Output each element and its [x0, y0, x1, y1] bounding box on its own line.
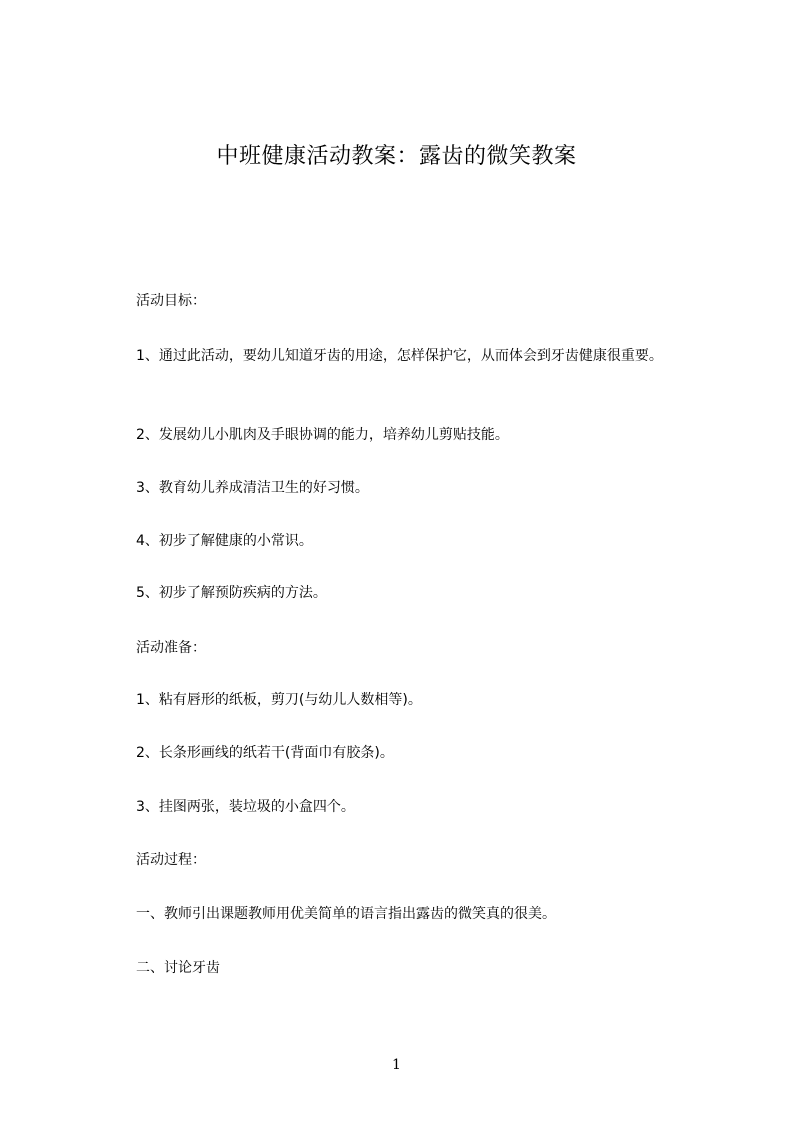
paragraph-preparation-3: 3、挂图两张，装垃圾的小盒四个。 — [136, 799, 355, 815]
paragraph-preparation-heading: 活动准备： — [136, 640, 206, 656]
page-number: 1 — [392, 1057, 401, 1073]
paragraph-goal-2: 2、发展幼儿小肌肉及手眼协调的能力，培养幼儿剪贴技能。 — [136, 427, 509, 443]
document-title: 中班健康活动教案：露齿的微笑教案 — [216, 144, 577, 169]
paragraph-goal-1: 1、通过此活动，要幼儿知道牙齿的用途，怎样保护它，从而体会到牙齿健康很重要。 — [136, 348, 663, 364]
paragraph-activity-goals-heading: 活动目标： — [136, 293, 206, 309]
paragraph-goal-4: 4、初步了解健康的小常识。 — [136, 533, 313, 549]
paragraph-preparation-1: 1、粘有唇形的纸板，剪刀(与幼儿人数相等)。 — [136, 692, 422, 708]
paragraph-preparation-2: 2、长条形画线的纸若干(背面巾有胶条)。 — [136, 745, 394, 761]
paragraph-goal-3: 3、教育幼儿养成清洁卫生的好习惯。 — [136, 480, 369, 496]
paragraph-process-step-2: 二、讨论牙齿 — [136, 960, 220, 976]
paragraph-process-step-1: 一、教师引出课题教师用优美简单的语言指出露齿的微笑真的很美。 — [136, 906, 556, 922]
paragraph-goal-5: 5、初步了解预防疾病的方法。 — [136, 585, 327, 601]
paragraph-process-heading: 活动过程： — [136, 852, 206, 868]
